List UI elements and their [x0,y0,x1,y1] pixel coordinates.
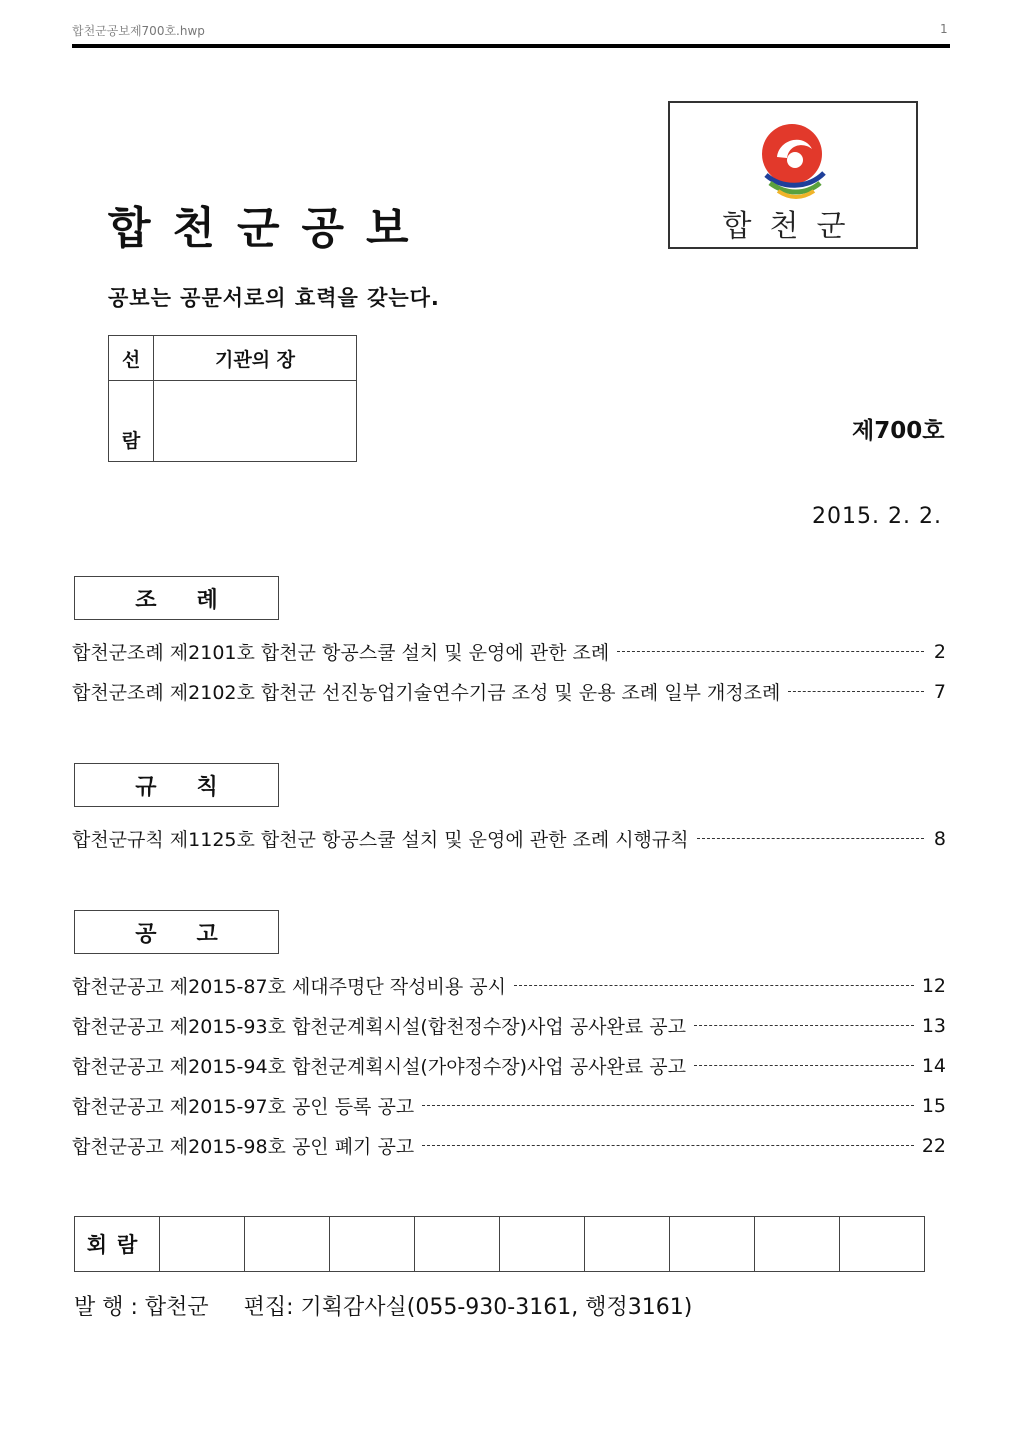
toc-entry[interactable] [72,1012,946,1039]
toc-entry-page: 22 [921,1134,946,1157]
toc-entry-label: 합천군공고 제2015-97호 공인 등록 공고 [72,1096,415,1118]
leader-dots [617,651,924,652]
toc-entry-label: 합천군조례 제2102호 합천군 선진농업기술연수기금 조성 및 운용 조례 일부 개정조례 [72,682,781,704]
toc-entry[interactable] [72,1092,946,1119]
toc-entry[interactable] [72,1052,946,1079]
toc-entry-label: 합천군공고 제2015-87호 세대주명단 작성비용 공시 [72,976,506,998]
toc-entry-page: 13 [921,1014,946,1037]
county-logo [668,101,918,249]
header-divider [72,44,950,48]
toc-entry[interactable] [72,825,946,852]
county-emblem-icon [752,117,838,203]
circulation-cell [670,1217,755,1272]
circulation-cell [245,1217,330,1272]
circulation-cell [415,1217,500,1272]
leader-dots [694,1065,914,1066]
logo-text: 합천군 [722,209,864,244]
toc-entry[interactable] [72,1132,946,1159]
toc-entry-label: 합천군조례 제2101호 합천군 항공스쿨 설치 및 운영에 관한 조례 [72,642,610,664]
toc-entry-page: 2 [933,640,946,663]
toc-entry-label: 합천군공고 제2015-94호 합천군계획시설(가야정수장)사업 공사완료 공고 [72,1056,686,1078]
circulation-cell [330,1217,415,1272]
toc-entry-page: 8 [933,827,946,850]
review-label-top: 선 [109,336,154,381]
issue-date: 2015. 2. 2. [812,504,942,529]
page-number: 1 [940,22,948,36]
toc-entry[interactable] [72,638,946,665]
circulation-cell [160,1217,245,1272]
circulation-cell [585,1217,670,1272]
leader-dots [788,691,924,692]
leader-dots [514,985,914,986]
review-label-bottom: 람 [109,381,154,462]
review-signature-cell [154,381,357,462]
circulation-cell [500,1217,585,1272]
section-ordinance-title: 조례 [74,576,279,620]
page-title: 합천군공보 [108,203,431,254]
section-rule-title: 규칙 [74,763,279,807]
toc-entry-page: 7 [933,680,946,703]
leader-dots [422,1105,914,1106]
toc-entry-page: 15 [921,1094,946,1117]
leader-dots [694,1025,914,1026]
toc-entry-label: 합천군공고 제2015-93호 합천군계획시설(합천정수장)사업 공사완료 공고 [72,1016,686,1038]
review-header: 기관의 장 [154,336,357,381]
toc-entry-label: 합천군규칙 제1125호 합천군 항공스쿨 설치 및 운영에 관한 조례 시행규칙 [72,829,689,851]
circulation-cell [755,1217,840,1272]
toc-entry[interactable] [72,972,946,999]
toc-entry[interactable] [72,678,946,705]
publisher-footer: 발 행 : 합천군 편집: 기획감사실(055-930-3161, 행정3161) [74,1295,693,1320]
section-notice-title: 공고 [74,910,279,954]
file-name: 합천군공보제700호.hwp [72,24,205,38]
circulation-table [74,1216,925,1272]
toc-entry-page: 14 [921,1054,946,1077]
subtitle: 공보는 공문서로의 효력을 갖는다. [108,286,440,310]
leader-dots [422,1145,914,1146]
review-table [108,335,357,462]
circulation-cell [840,1217,925,1272]
circulation-label: 회람 [75,1217,160,1272]
leader-dots [697,838,924,839]
toc-entry-page: 12 [921,974,946,997]
toc-entry-label: 합천군공고 제2015-98호 공인 폐기 공고 [72,1136,415,1158]
issue-number: 제700호 [852,418,945,444]
